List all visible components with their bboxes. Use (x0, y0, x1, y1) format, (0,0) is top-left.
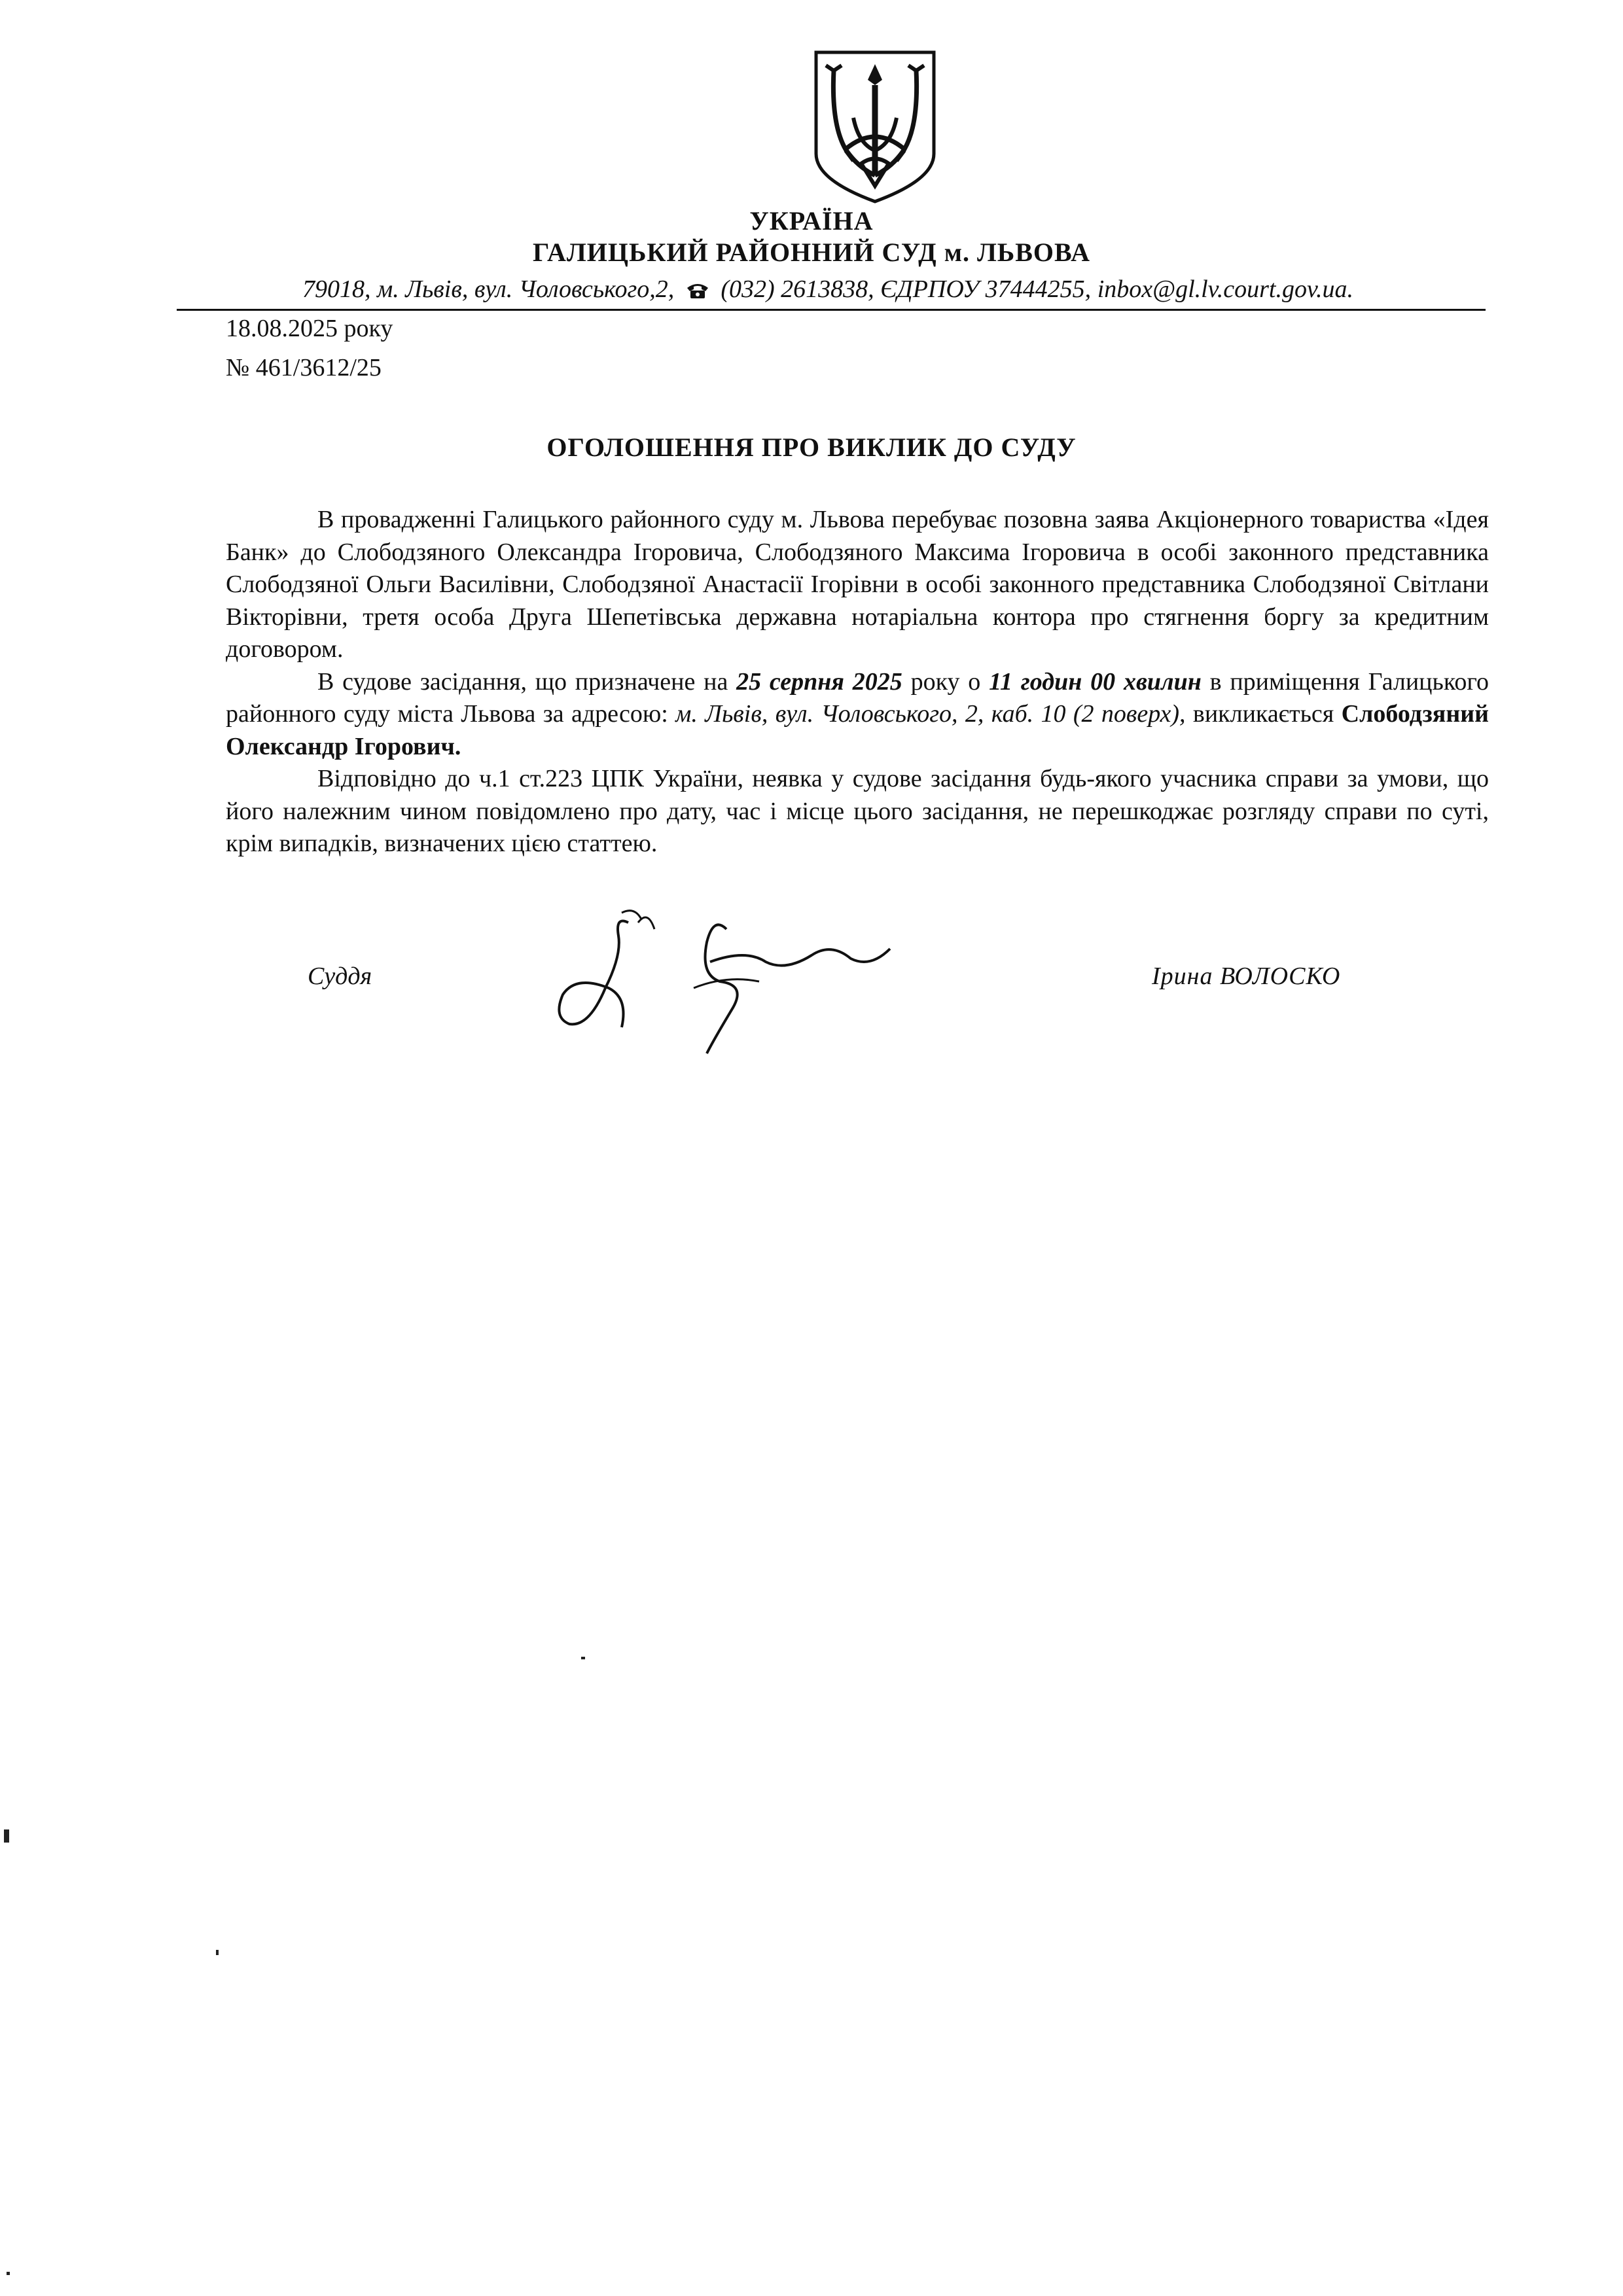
hearing-time: 11 годин 00 хвилин (989, 667, 1202, 696)
p2-text-a: В судове засідання, що призначене на (317, 667, 728, 696)
hearing-address: м. Львів, вул. Чоловського, 2, каб. 10 (2 поверх), (675, 700, 1186, 728)
p2-text-d: викликається (1192, 700, 1334, 728)
court-edrpou: ЄДРПОУ 37444255, (880, 275, 1092, 303)
p2-text-c: в приміщення Галицького районного суду міста Львова за адресою: (226, 667, 1489, 728)
scan-speck (4, 1829, 9, 1843)
header-divider (177, 309, 1486, 311)
trident-emblem-icon (806, 46, 944, 206)
court-name: ГАЛИЦЬКИЙ РАЙОННИЙ СУД м. ЛЬВОВА (532, 238, 1091, 267)
paragraph-2 (226, 666, 1489, 764)
notice-title: ОГОЛОШЕННЯ ПРО ВИКЛИК ДО СУДУ (546, 433, 1077, 462)
court-email: inbox@gl.lv.court.gov.ua. (1097, 275, 1353, 303)
hearing-date: 25 серпня 2025 (736, 667, 902, 696)
notice-body (226, 504, 1489, 860)
phone-icon (685, 280, 711, 300)
scan-speck (7, 2272, 10, 2275)
scan-speck (216, 1950, 219, 1955)
document-date: 18.08.2025 року (226, 315, 393, 342)
p2-text-b: року о (910, 667, 981, 696)
paragraph-3: Відповідно до ч.1 ст.223 ЦПК України, неявка у судове засідання будь-якого учасника справи за умови, що його належним чином повідомлено про дату, час і місце цього засідання, не перешкоджає розгляду справи по суті, крім випадків, визначених цією статтею. (226, 765, 1489, 857)
court-contacts (177, 275, 1479, 304)
court-address: 79018, м. Львів, вул. Чоловського,2, (302, 275, 675, 303)
country-name: УКРАЇНА (749, 206, 874, 236)
paragraph-1: В провадженні Галицького районного суду м. Львова перебуває позовна заява Акціонерного товариства «Ідея Банк» до Слободзяного Олександра Ігоровича, Слободзяного Максима Ігоровича в особі законного представника Слободзяної Ольги Василівни, Слободзяної Анастасії Ігорівни в особі законного представника Слободзяної Світлани Вікторівни, третя особа Друга Шепетівська державна нотаріальна контора про стягнення боргу за кредитним договором. (226, 506, 1489, 663)
signer-name: Ірина ВОЛОСКО (1152, 963, 1341, 990)
scan-speck (581, 1657, 585, 1659)
court-phone: (032) 2613838, (721, 275, 874, 303)
case-number: № 461/3612/25 (226, 354, 382, 381)
handwritten-signature (550, 903, 916, 1067)
signer-role: Суддя (308, 963, 372, 990)
summoned-person: Слободзяний Олександр Ігорович. (226, 700, 1489, 760)
